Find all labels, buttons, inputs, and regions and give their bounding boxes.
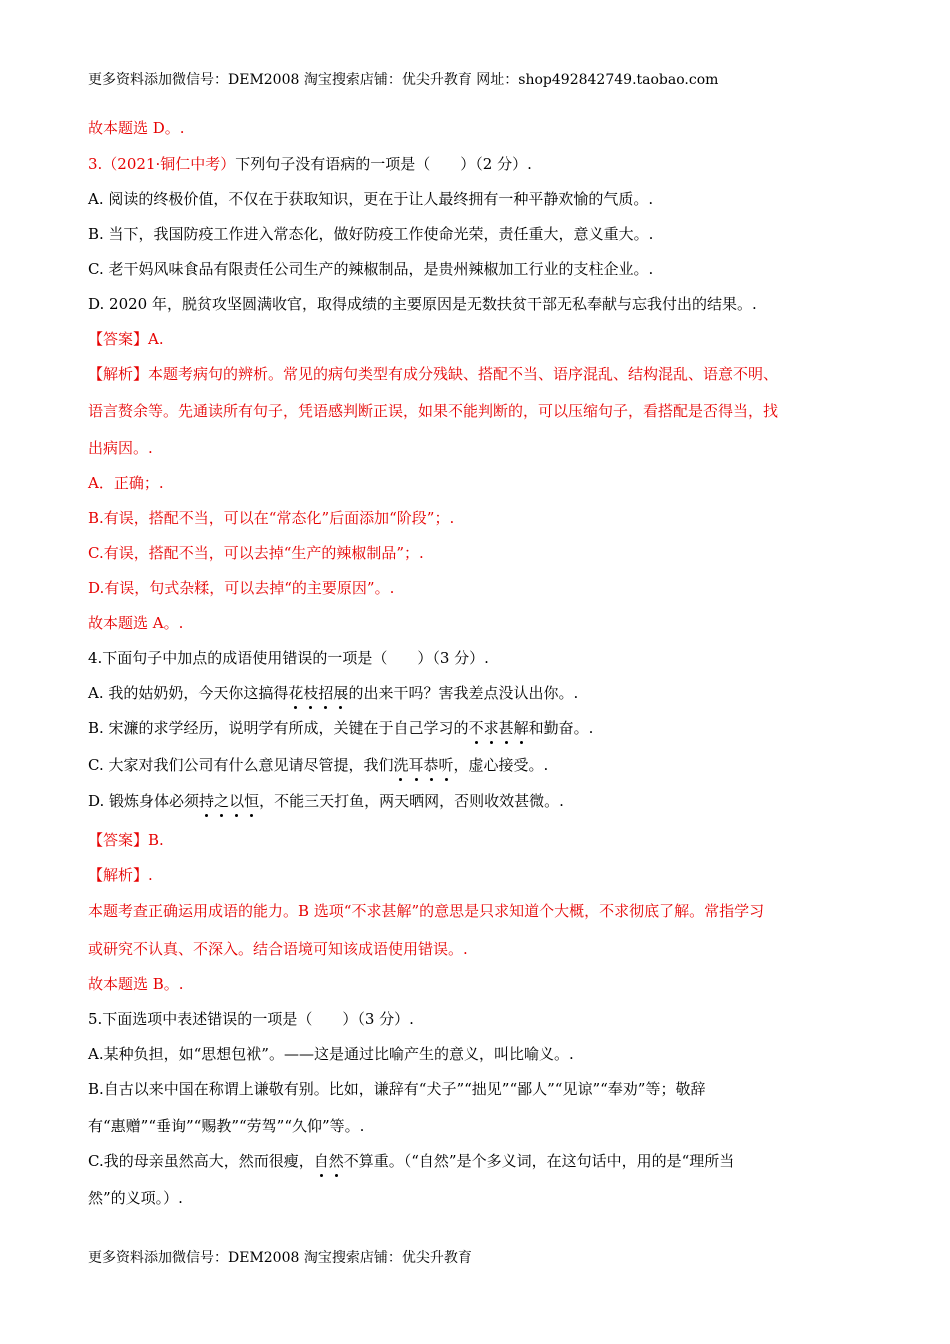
dotted-char: 展 <box>333 684 349 702</box>
question-4-option-a <box>88 683 578 703</box>
question-3-option-c: C. 老干妈风味食品有限责任公司生产的辣椒制品，是贵州辣椒加工行业的支柱企业。. <box>88 260 654 278</box>
question-3-answer: 【答案】A. <box>88 330 164 348</box>
question-4-answer: 【答案】B. <box>88 831 164 849</box>
dotted-char: 然 <box>328 1152 344 1170</box>
question-5-option-b-line-1: B.自古以来中国在称谓上谦敬有别。比如，谦辞有“犬子”“拙见”“鄙人”“见谅”“奉劝”等；敬辞 <box>88 1080 706 1098</box>
option-text: ，不能三天打鱼，两天晒网，否则收效甚微。. <box>259 792 564 810</box>
dotted-char: 持 <box>199 792 215 810</box>
question-4-option-d <box>88 791 564 811</box>
dotted-char: 之 <box>214 792 230 810</box>
question-4-option-c <box>88 755 548 775</box>
question-5-option-c-line-1 <box>88 1151 734 1171</box>
question-4-explanation-label: 【解析】. <box>88 866 153 884</box>
question-3-option-d: D. 2020 年，脱贫攻坚圆满收官，取得成绩的主要原因是无数扶贫干部无私奉献与忘我付出的结果。. <box>88 295 757 313</box>
question-4-selection: 故本题选 B。. <box>88 975 184 993</box>
question-3-explanation-6: C.有误，搭配不当，可以去掉“生产的辣椒制品”；. <box>88 544 424 562</box>
question-3-selection: 故本题选 A。. <box>88 614 184 632</box>
question-3-explanation-1: 【解析】本题考病句的辨析。常见的病句类型有成分残缺、搭配不当、语序混乱、结构混乱、语意不明、 <box>88 365 779 383</box>
dotted-char: 招 <box>318 684 334 702</box>
question-5-option-a: A.某种负担，如“思想包袱”。——这是通过比喻产生的意义，叫比喻义。. <box>88 1045 574 1063</box>
question-5-stem: 5.下面选项中表述错误的一项是（ ）（3 分）. <box>88 1010 414 1028</box>
dotted-char: 洗 <box>393 756 409 774</box>
question-3-explanation-3: 出病因。. <box>88 439 153 457</box>
question-3-text: 下列句子没有语病的一项是（ ）（2 分）. <box>235 155 532 173</box>
option-text: B. 宋濂的求学经历，说明学有所成，关键在于自己学习的 <box>88 719 469 737</box>
dotted-idiom <box>393 755 453 775</box>
dotted-char: 自 <box>313 1152 329 1170</box>
dotted-char: 求 <box>483 719 499 737</box>
dotted-char: 枝 <box>303 684 319 702</box>
page-header: 更多资料添加微信号：DEM2008 淘宝搜索店铺：优尖升教育 网址：shop492842749.taobao.com <box>88 72 719 88</box>
question-3-explanation-7: D.有误，句式杂糅，可以去掉“的主要原因”。. <box>88 579 395 597</box>
question-3-stem <box>88 154 532 174</box>
dotted-char: 花 <box>288 684 304 702</box>
page-footer: 更多资料添加微信号：DEM2008 淘宝搜索店铺：优尖升教育 <box>88 1250 472 1266</box>
dotted-idiom <box>288 683 348 703</box>
question-5-option-b-line-2: 有“惠赠”“垂询”“赐教”“劳驾”“久仰”等。. <box>88 1117 365 1135</box>
dotted-char: 以 <box>229 792 245 810</box>
option-text: 不算重。（“自然”是个多义词，在这句话中，用的是“理所当 <box>343 1152 735 1170</box>
dotted-char: 解 <box>513 719 529 737</box>
question-3-explanation-5: B.有误，搭配不当，可以在“常态化”后面添加“阶段”；. <box>88 509 455 527</box>
option-text: D. 锻炼身体必须 <box>88 792 200 810</box>
dotted-word <box>314 1151 344 1171</box>
question-5-option-c-line-2: 然”的义项。）. <box>88 1189 183 1207</box>
question-3-option-a: A. 阅读的终极价值，不仅在于获取知识，更在于让人最终拥有一种平静欢愉的气质。. <box>88 190 654 208</box>
option-text: 的出来干吗？害我差点没认出你。. <box>348 684 579 702</box>
dotted-char: 恒 <box>244 792 260 810</box>
option-text: 和勤奋。. <box>528 719 594 737</box>
dotted-idiom <box>469 718 529 738</box>
dotted-char: 听 <box>438 756 454 774</box>
question-4-stem: 4.下面句子中加点的成语使用错误的一项是（ ）（3 分）. <box>88 649 489 667</box>
dotted-char: 不 <box>468 719 484 737</box>
dotted-char: 恭 <box>423 756 439 774</box>
question-4-option-b <box>88 718 593 738</box>
dotted-idiom <box>199 791 259 811</box>
question-3-explanation-4: A．正确；. <box>88 474 164 492</box>
question-4-explanation-1: 本题考查正确运用成语的能力。B 选项“不求甚解”的意思是只求知道个大概，不求彻底了解。常指学习 <box>88 902 765 920</box>
option-text: C.我的母亲虽然高大，然而很瘦， <box>88 1152 314 1170</box>
question-3-source: 3.（2021·铜仁中考） <box>88 155 236 173</box>
question-4-explanation-2: 或研究不认真、不深入。结合语境可知该成语使用错误。. <box>88 940 468 958</box>
question-3-option-b: B. 当下，我国防疫工作进入常态化，做好防疫工作使命光荣，责任重大，意义重大。. <box>88 225 654 243</box>
question-3-explanation-2: 语言赘余等。先通读所有句子，凭语感判断正误，如果不能判断的，可以压缩句子，看搭配是否得当，找 <box>88 402 779 420</box>
answer-select-line: 故本题选 D。. <box>88 119 185 137</box>
option-text: ，虚心接受。. <box>453 756 549 774</box>
dotted-char: 甚 <box>498 719 514 737</box>
option-text: C. 大家对我们公司有什么意见请尽管提，我们 <box>88 756 394 774</box>
dotted-char: 耳 <box>408 756 424 774</box>
option-text: A. 我的姑奶奶，今天你这搞得 <box>88 684 289 702</box>
